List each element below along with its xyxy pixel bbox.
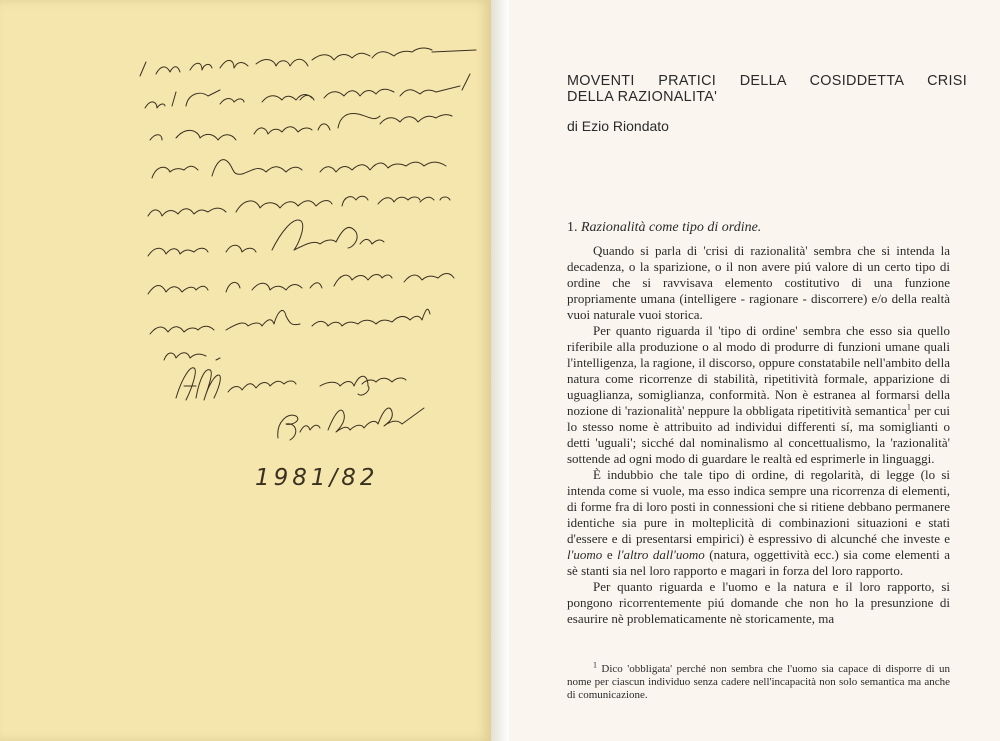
section-heading bbox=[567, 220, 761, 236]
paragraph: Per quanto riguarda e l'uomo e la natura e il loro rapporto, si pongono ricorrentemente piú domande che non ho la presunzione di esaurire nè problematicamente nè storicamente, ma bbox=[567, 579, 950, 626]
paragraph-text: Per quanto riguarda il 'tipo di ordine' sembra che esso sia quello riferibile alla produzione o al modo di produrre di funzioni umane quali l'intelligenza, la ragione, il discorso, oppure constatabile nell'ambito della natura come ricorrenze di stabilità, ripetitività formale, apparizione di uguaglianza, somiglianza, conformità. Non è estranea al formarsi della nozione di 'razionalità' neppure la obbligata ripetitività semantica bbox=[567, 323, 950, 418]
article-title-line-2: DELLA RAZIONALITA' bbox=[567, 89, 718, 105]
section-title: Razionalità come tipo di ordine. bbox=[581, 220, 762, 235]
article-author: di Ezio Riondato bbox=[567, 118, 669, 134]
section-number: 1. bbox=[567, 220, 578, 235]
article-title bbox=[567, 73, 967, 105]
footnote-number: 1 bbox=[593, 660, 597, 670]
paragraph-text-continued: per cui lo stesso nome è attribuito ad individui differenti sí, ma somiglianti o detti 'uguali'; sicché dal nominalismo al concettualismo, la 'razionalità' sottende ad ogni modo di guardare le realtà ed esprimerle in linguaggi. bbox=[567, 403, 950, 466]
book-gutter bbox=[491, 0, 509, 741]
left-page bbox=[0, 0, 491, 741]
paragraph: Quando si parla di 'crisi di razionalità' sembra che si intenda la decadenza, o la sparizione, o il non avere piú valore di un certo tipo di ordine che si ravvisava elemento costitutivo di una funzione propriamente umana (intelligere - ragionare - discorrere) e/o della realtà vuoi naturale vuoi storica. bbox=[567, 243, 950, 322]
right-page bbox=[509, 0, 1000, 741]
paragraph-text: È indubbio che tale tipo di ordine, di regolarità, di legge (lo si intenda come si vuole, ma esso indica sempre una ricorrenza di elementi, di forme fra di loro posti in connessioni che si ritiene debbano permanere identiche sia pure in molteplicità di combinazioni situazioni e stati d'essere e di presentarsi empirici) è espressivo di alcunché che investe e bbox=[567, 467, 950, 546]
handwritten-year: 1981/82 bbox=[255, 465, 379, 491]
paragraph bbox=[567, 323, 950, 467]
footnote-marker: 1 bbox=[906, 402, 911, 412]
handwritten-dedication-signature bbox=[0, 0, 491, 741]
article-body bbox=[567, 243, 950, 627]
conjunction: e bbox=[606, 547, 613, 562]
emphasis-altro-dall-uomo: l'altro dall'uomo bbox=[617, 547, 705, 562]
footnote bbox=[567, 660, 950, 702]
emphasis-uomo: l'uomo bbox=[567, 547, 603, 562]
paragraph-text-continued: (natura, oggettività ecc.) sia come elementi a sè stanti sia nel loro rapporto e magari in forza del loro rapporto. bbox=[567, 547, 951, 578]
footnote-text: Dico 'obbligata' perché non sembra che l'uomo sia capace di disporre di un nome per ciascun individuo senza cadere nell'incapacità non solo semantica ma anche di comunicazione. bbox=[567, 663, 950, 701]
paragraph bbox=[567, 467, 950, 579]
article-title-line-1: MOVENTI PRATICI DELLA COSIDDETTA CRISI bbox=[567, 73, 967, 89]
